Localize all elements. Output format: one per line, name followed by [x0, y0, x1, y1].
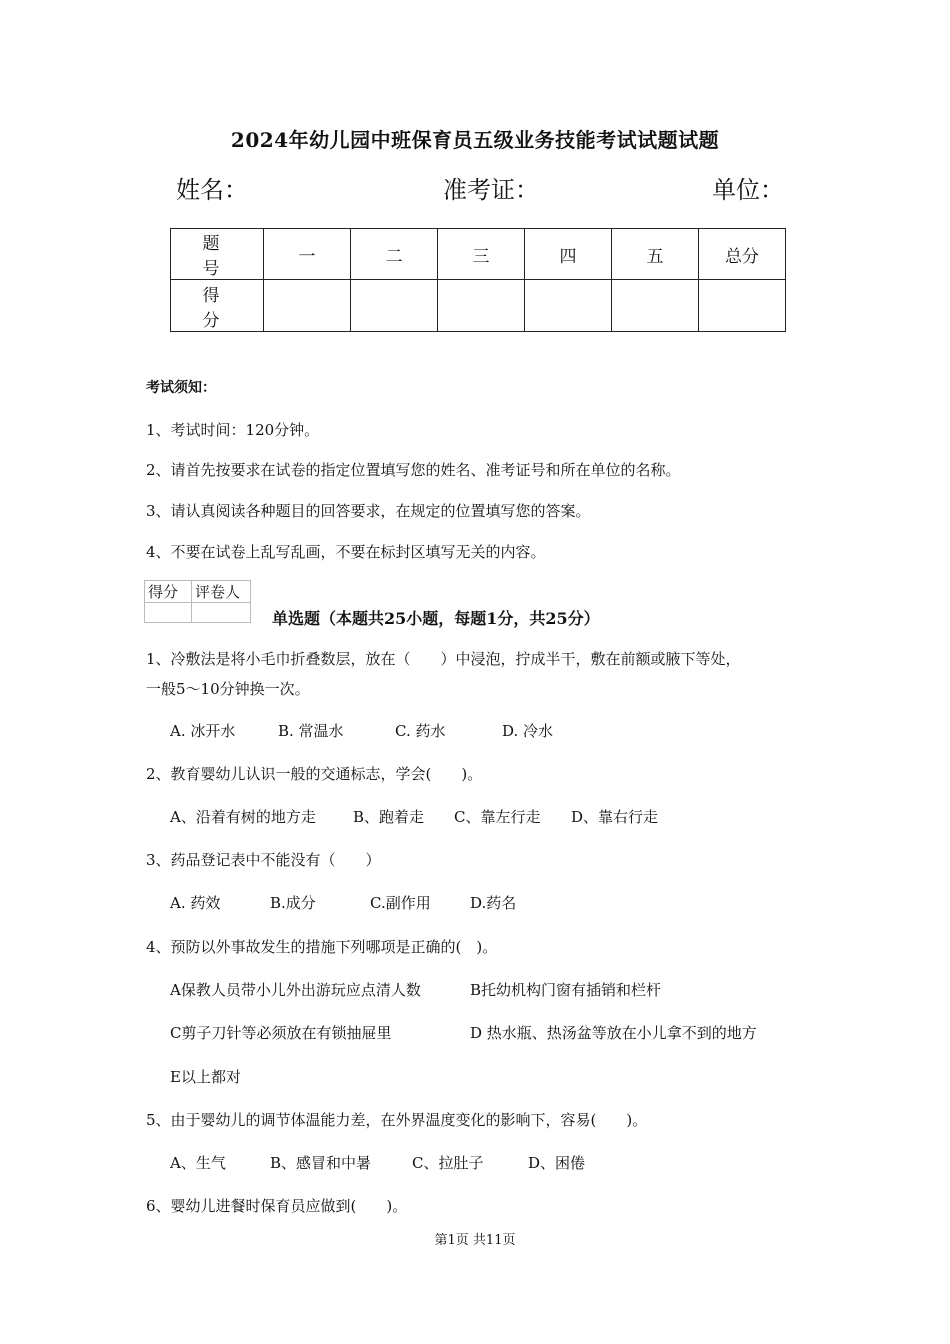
score-table	[170, 228, 786, 332]
score-table-header-cell: 五	[612, 229, 699, 280]
exam-id-field-label: 准考证：	[443, 176, 539, 204]
score-table-header-cell: 总分	[699, 229, 786, 280]
score-cell[interactable]	[699, 280, 786, 332]
grader-box-grader-label: 评卷人	[192, 581, 251, 603]
question-text: 4、预防以外事故发生的措施下列哪项是正确的( )。	[146, 938, 498, 956]
score-table-header-cell: 三	[438, 229, 525, 280]
grader-box-score-label: 得分	[145, 581, 192, 603]
answer-option: B、跑着走	[353, 808, 425, 826]
page-footer: 第1页 共11页	[434, 1233, 516, 1248]
document-title: 2024年幼儿园中班保育员五级业务技能考试试题试题	[230, 128, 720, 152]
score-table-score-row	[171, 280, 786, 332]
section-title: 单选题（本题共25小题，每题1分，共25分）	[272, 609, 600, 628]
question-text: 1、冷敷法是将小毛巾折叠数层，放在（ ）中浸泡，拧成半干，敷在前额或腋下等处，	[146, 650, 741, 668]
notice-item: 4、不要在试卷上乱写乱画，不要在标封区填写无关的内容。	[146, 543, 546, 561]
answer-option: C.副作用	[370, 894, 431, 912]
score-table-header-cell: 题 号	[171, 229, 264, 280]
question-text: 3、药品登记表中不能没有（ ）	[146, 851, 381, 869]
answer-option: A保教人员带小儿外出游玩应点清人数	[170, 981, 421, 999]
answer-option: B托幼机构门窗有插销和栏杆	[470, 981, 662, 999]
answer-option: A、生气	[170, 1154, 226, 1172]
unit-field-label: 单位：	[712, 176, 784, 204]
answer-option: D、困倦	[528, 1154, 586, 1172]
answer-option: D. 冷水	[502, 722, 554, 740]
score-row-label: 得 分	[171, 280, 264, 332]
answer-option: A、沿着有树的地方走	[170, 808, 316, 826]
score-table-header-cell: 一	[264, 229, 351, 280]
notice-item: 2、请首先按要求在试卷的指定位置填写您的姓名、准考证号和所在单位的名称。	[146, 461, 681, 479]
grader-box	[144, 580, 251, 623]
answer-option: A. 冰开水	[170, 722, 236, 740]
score-cell[interactable]	[264, 280, 351, 332]
answer-option: A. 药效	[170, 894, 221, 912]
grader-box-score-cell[interactable]	[145, 603, 192, 623]
answer-option: D.药名	[470, 894, 517, 912]
answer-option: C、靠左行走	[454, 808, 541, 826]
notice-item: 3、请认真阅读各种题目的回答要求，在规定的位置填写您的答案。	[146, 502, 591, 520]
score-table-header-row	[171, 229, 786, 280]
score-table-header-cell: 四	[525, 229, 612, 280]
question-text: 5、由于婴幼儿的调节体温能力差，在外界温度变化的影响下，容易( )。	[146, 1111, 648, 1129]
answer-option: C. 药水	[395, 722, 446, 740]
answer-option: E以上都对	[170, 1068, 241, 1086]
name-field-label: 姓名：	[176, 176, 248, 204]
answer-option: D、靠右行走	[571, 808, 659, 826]
question-text: 一般5～10分钟换一次。	[146, 680, 310, 698]
score-cell[interactable]	[612, 280, 699, 332]
answer-option: C剪子刀针等必须放在有锁抽屉里	[170, 1024, 392, 1042]
answer-option: B.成分	[270, 894, 316, 912]
answer-option: B. 常温水	[278, 722, 344, 740]
score-table-header-cell: 二	[351, 229, 438, 280]
grader-box-grader-cell[interactable]	[192, 603, 251, 623]
answer-option: C、拉肚子	[412, 1154, 484, 1172]
question-text: 6、婴幼儿进餐时保育员应做到( )。	[146, 1197, 408, 1215]
notice-item: 1、考试时间：120分钟。	[146, 421, 320, 439]
score-cell[interactable]	[525, 280, 612, 332]
score-cell[interactable]	[351, 280, 438, 332]
score-cell[interactable]	[438, 280, 525, 332]
notice-heading: 考试须知：	[146, 380, 216, 396]
answer-option: D 热水瓶、热汤盆等放在小儿拿不到的地方	[470, 1024, 757, 1042]
answer-option: B、感冒和中暑	[270, 1154, 372, 1172]
question-text: 2、教育婴幼儿认识一般的交通标志，学会( )。	[146, 765, 483, 783]
